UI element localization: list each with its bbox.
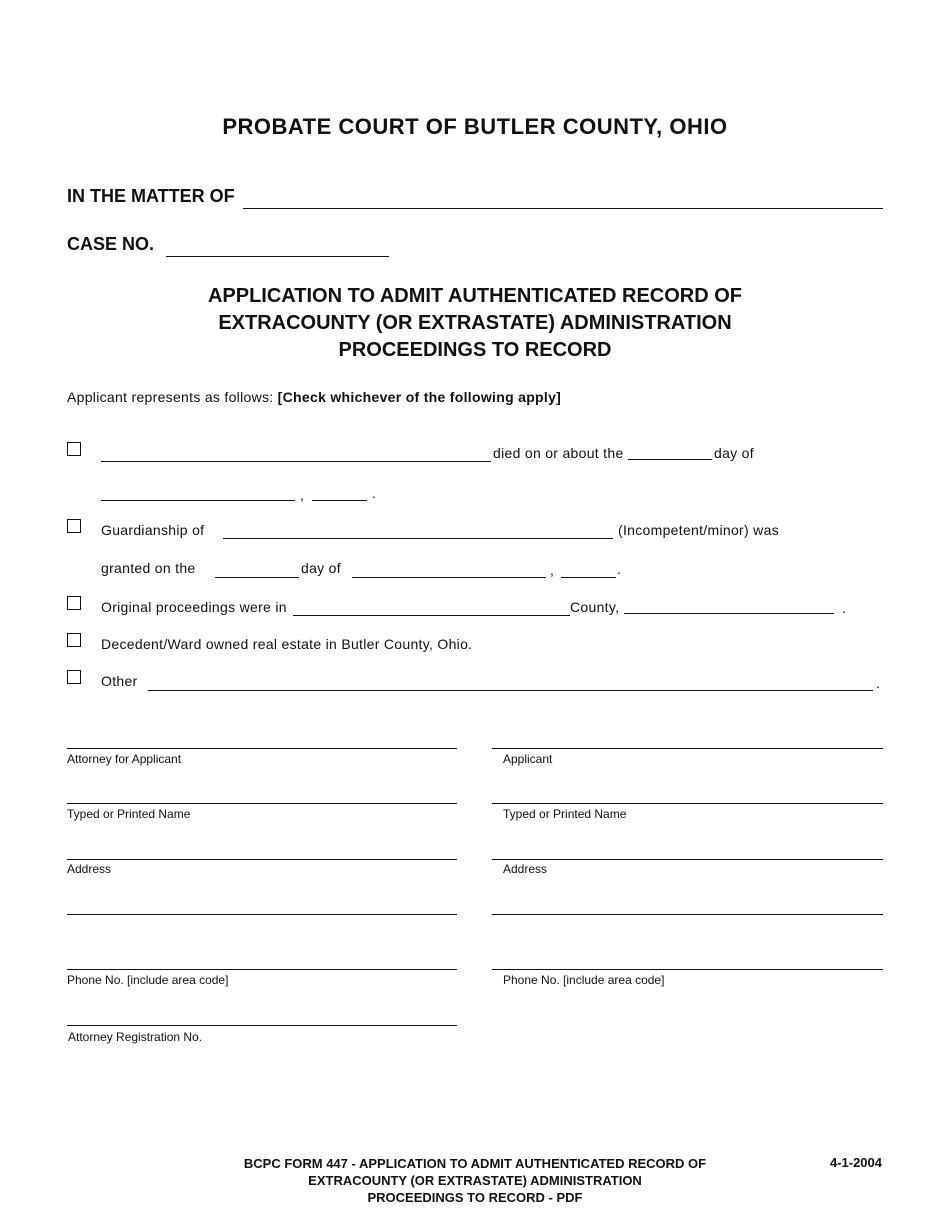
attorney-address-line-2[interactable] <box>67 914 457 915</box>
intro-text <box>67 389 561 405</box>
applicant-signature-line[interactable] <box>492 748 883 749</box>
granted-period: . <box>617 561 622 577</box>
decedent-name-line[interactable] <box>101 461 491 462</box>
application-title-line2: EXTRACOUNTY (OR EXTRASTATE) ADMINISTRATION <box>218 312 732 334</box>
application-title-line3: PROCEEDINGS TO RECORD <box>338 339 612 361</box>
guardianship-suffix: (Incompetent/minor) was <box>618 522 779 538</box>
application-title <box>0 283 950 364</box>
attorney-phone-line[interactable] <box>67 969 457 970</box>
county-text: County, <box>570 599 620 615</box>
granted-on-text: granted on the <box>101 560 196 576</box>
original-proceedings-label: Original proceedings were in <box>101 599 287 615</box>
ward-name-line[interactable] <box>223 538 613 539</box>
original-state-line[interactable] <box>624 613 834 614</box>
application-title-line1: APPLICATION TO ADMIT AUTHENTICATED RECORD OF <box>207 285 743 307</box>
other-checkbox[interactable] <box>67 670 81 684</box>
attorney-address-label: Address <box>67 862 112 876</box>
footer-line3: PROCEEDINGS TO RECORD - PDF <box>367 1190 583 1205</box>
died-checkbox[interactable] <box>67 442 81 456</box>
matter-label: IN THE MATTER OF <box>67 186 235 206</box>
matter-input-line[interactable] <box>243 208 883 209</box>
real-estate-label: Decedent/Ward owned real estate in Butler County, Ohio. <box>101 636 473 652</box>
attorney-registration-line[interactable] <box>67 1025 457 1026</box>
form-footer <box>0 1155 950 1206</box>
guardianship-label: Guardianship of <box>101 522 205 538</box>
other-label: Other <box>101 673 138 689</box>
attorney-name-label: Typed or Printed Name <box>67 807 191 821</box>
granted-month-line[interactable] <box>352 577 546 578</box>
footer-line1: BCPC FORM 447 - APPLICATION TO ADMIT AUTHENTICATED RECORD OF <box>243 1156 707 1171</box>
applicant-address-label: Address <box>503 862 548 876</box>
footer-line2: EXTRACOUNTY (OR EXTRASTATE) ADMINISTRATION <box>308 1173 642 1188</box>
intro-plain: Applicant represents as follows: <box>67 389 278 405</box>
attorney-address-line[interactable] <box>67 859 457 860</box>
real-estate-checkbox[interactable] <box>67 633 81 647</box>
applicant-address-line[interactable] <box>492 859 883 860</box>
died-period: . <box>372 485 377 501</box>
died-month-line[interactable] <box>101 500 295 501</box>
applicant-address-line-2[interactable] <box>492 914 883 915</box>
other-input-line[interactable] <box>148 690 873 691</box>
attorney-phone-label: Phone No. [include area code] <box>67 973 229 987</box>
attorney-signature-line[interactable] <box>67 748 457 749</box>
died-day-of-text: day of <box>714 445 754 461</box>
attorney-registration-label: Attorney Registration No. <box>68 1030 203 1044</box>
intro-emphasis: [Check whichever of the following apply] <box>277 389 562 405</box>
court-title: PROBATE COURT OF BUTLER COUNTY, OHIO <box>222 114 728 139</box>
original-period: . <box>842 600 847 616</box>
case-number-input-line[interactable] <box>166 256 389 257</box>
original-proceedings-checkbox[interactable] <box>67 596 81 610</box>
applicant-name-line[interactable] <box>492 803 883 804</box>
attorney-label: Attorney for Applicant <box>67 752 182 766</box>
other-period: . <box>876 675 881 691</box>
applicant-phone-label: Phone No. [include area code] <box>503 973 665 987</box>
died-day-line[interactable] <box>628 459 712 460</box>
attorney-name-line[interactable] <box>67 803 457 804</box>
granted-day-of-text: day of <box>301 560 341 576</box>
form-date: 4-1-2004 <box>829 1155 882 1170</box>
applicant-label: Applicant <box>503 752 553 766</box>
granted-day-line[interactable] <box>215 577 299 578</box>
died-year-line[interactable] <box>312 500 367 501</box>
applicant-name-label: Typed or Printed Name <box>503 807 627 821</box>
applicant-phone-line[interactable] <box>492 969 883 970</box>
granted-comma: , <box>550 562 555 578</box>
granted-year-line[interactable] <box>561 577 616 578</box>
guardianship-checkbox[interactable] <box>67 519 81 533</box>
died-comma: , <box>300 487 305 503</box>
died-text: died on or about the <box>493 445 624 461</box>
case-label: CASE NO. <box>67 234 155 254</box>
original-county-line[interactable] <box>293 615 570 616</box>
